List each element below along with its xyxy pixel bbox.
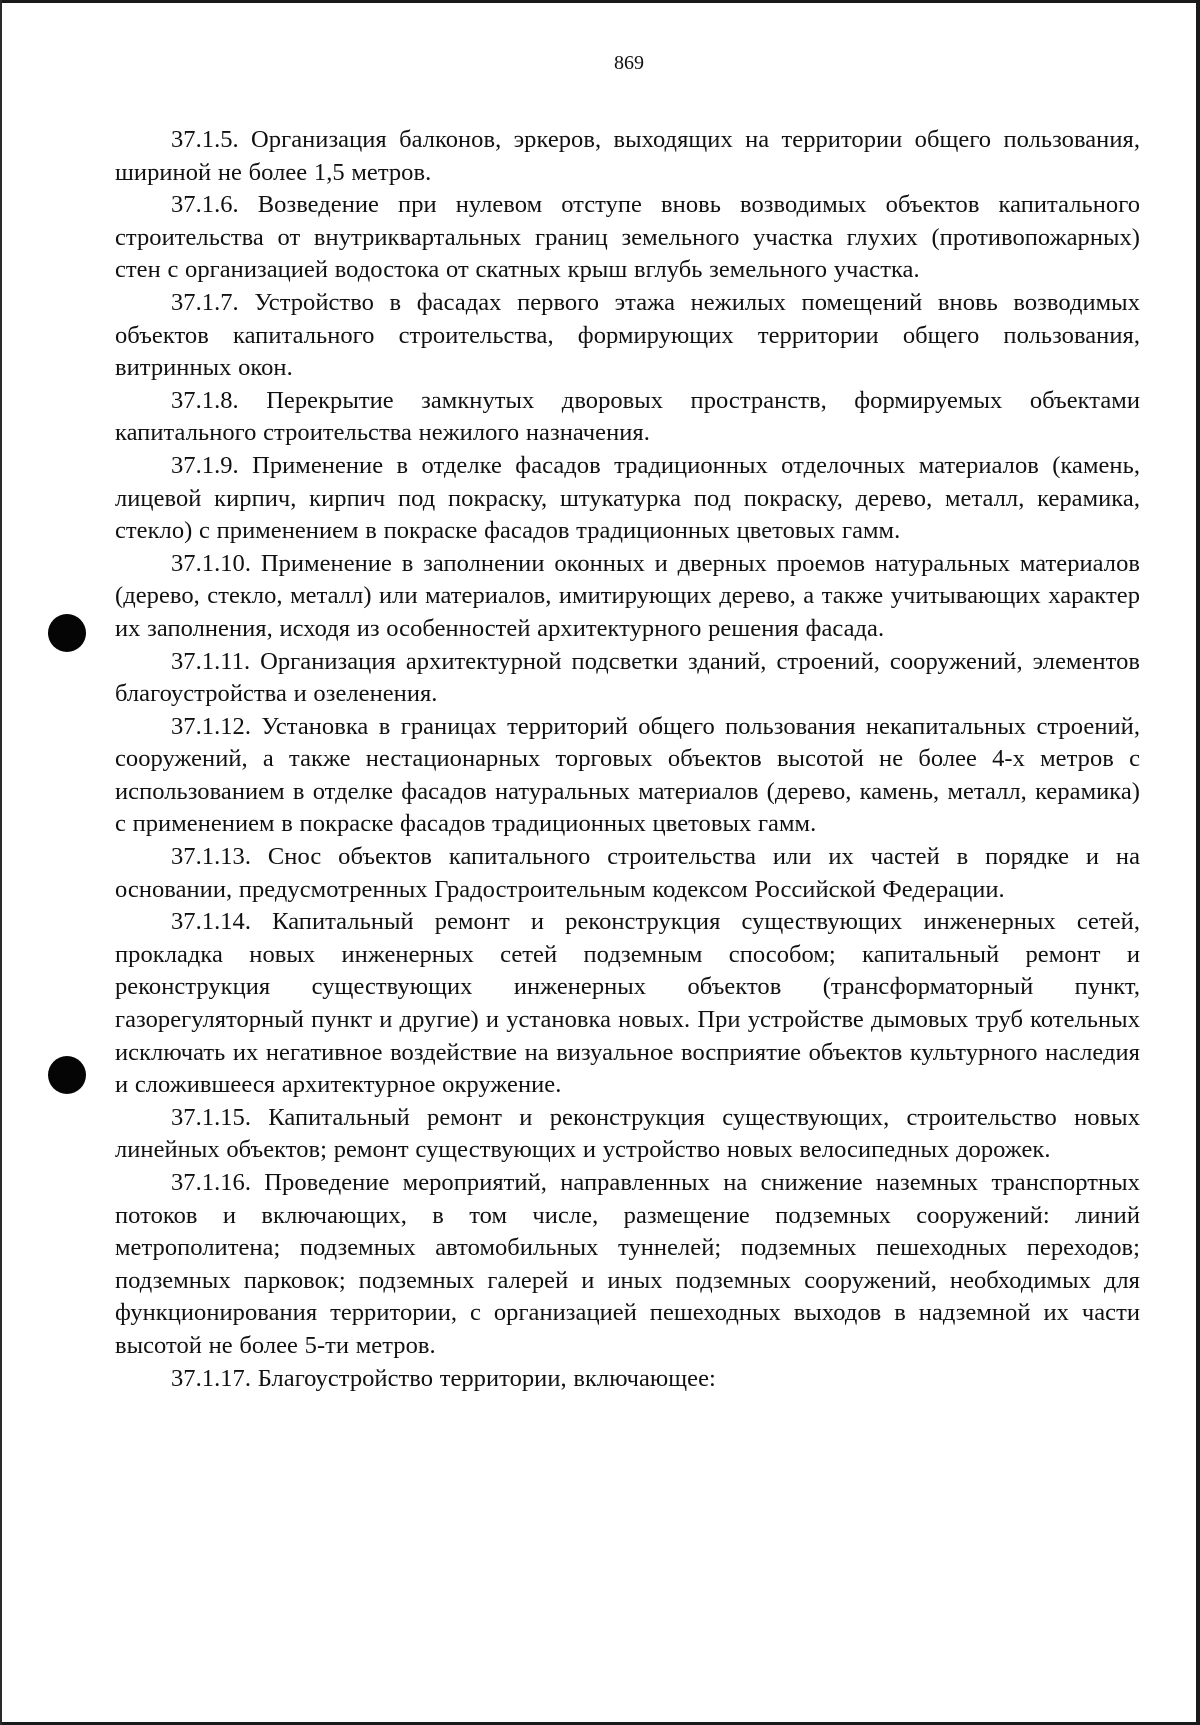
punch-hole-mark [48, 614, 86, 652]
scan-border-left [0, 0, 2, 1725]
punch-hole-mark [48, 1056, 86, 1094]
page-number: 869 [614, 52, 644, 74]
paragraph-37-1-8: 37.1.8. Перекрытие замкнутых дворовых пространств, формируемых объектами капитального строительства нежилого назначения. [115, 386, 1140, 447]
paragraph-37-1-12: 37.1.12. Установка в границах территорий общего пользования некапитальных строений, сооружений, а также нестационарных торговых объектов высотой не более 4-х метров с использованием в отделке фасадов натуральных материалов (дерево, камень, металл, керамика) с применением в покраске фасадов традиционных цветовых гамм. [115, 712, 1140, 838]
paragraph-37-1-9: 37.1.9. Применение в отделке фасадов традиционных отделочных материалов (камень, лицевой кирпич, кирпич под покраску, штукатурка под покраску, дерево, металл, керамика, стекло) с применением в покраске фасадов традиционных цветовых гамм. [115, 451, 1140, 545]
paragraph-37-1-17: 37.1.17. Благоустройство территории, включающее: [171, 1364, 716, 1392]
paragraph-37-1-15: 37.1.15. Капитальный ремонт и реконструкция существующих, строительство новых линейных объектов; ремонт существующих и устройство новых велосипедных дорожек. [115, 1103, 1140, 1164]
paragraph-37-1-6: 37.1.6. Возведение при нулевом отступе вновь возводимых объектов капитального строительства от внутриквартальных границ земельного участка глухих (противопожарных) стен с организацией водостока от скатных крыш вглубь земельного участка. [115, 191, 1140, 284]
document-body [115, 124, 1140, 1395]
paragraph-37-1-16: 37.1.16. Проведение мероприятий, направленных на снижение наземных транспортных потоков и включающих, в том числе, размещение подземных сооружений: линий метрополитена; подземных автомобильных туннелей; подземных пешеходных переходов; подземных парковок; подземных галерей и иных подземных сооружений, необходимых для функционирования территории, с организацией пешеходных выходов в надземной их части высотой не более 5-ти метров. [115, 1169, 1140, 1359]
paragraph-37-1-13: 37.1.13. Снос объектов капитального строительства или их частей в порядке и на основании, предусмотренных Градостроительным кодексом Российской Федерации. [115, 843, 1140, 903]
paragraph-37-1-14: 37.1.14. Капитальный ремонт и реконструкция существующих инженерных сетей, прокладка новых инженерных сетей подземным способом; капитальный ремонт и реконструкция существующих инженерных объектов (трансформаторный пункт, газорегуляторный пункт и другие) и установка новых. При устройстве дымовых труб котельных исключать их негативное воздействие на визуальное восприятие объектов культурного наследия и сложившееся архитектурное окружение. [115, 908, 1140, 1099]
scan-border-top [0, 0, 1200, 3]
paragraph-37-1-5: 37.1.5. Организация балконов, эркеров, выходящих на территории общего пользования, шириной не более 1,5 метров. [115, 126, 1140, 186]
paragraph-37-1-10: 37.1.10. Применение в заполнении оконных и дверных проемов натуральных материалов (дерево, стекло, металл) или материалов, имитирующих дерево, а также учитывающих характер их заполнения, исходя из особенностей архитектурного решения фасада. [115, 549, 1140, 642]
paragraph-37-1-11: 37.1.11. Организация архитектурной подсветки зданий, строений, сооружений, элементов благоустройства и озеленения. [115, 647, 1140, 708]
scan-border-right [1196, 0, 1200, 1725]
paragraph-37-1-7: 37.1.7. Устройство в фасадах первого этажа нежилых помещений вновь возводимых объектов капитального строительства, формирующих территории общего пользования, витринных окон. [115, 288, 1140, 382]
